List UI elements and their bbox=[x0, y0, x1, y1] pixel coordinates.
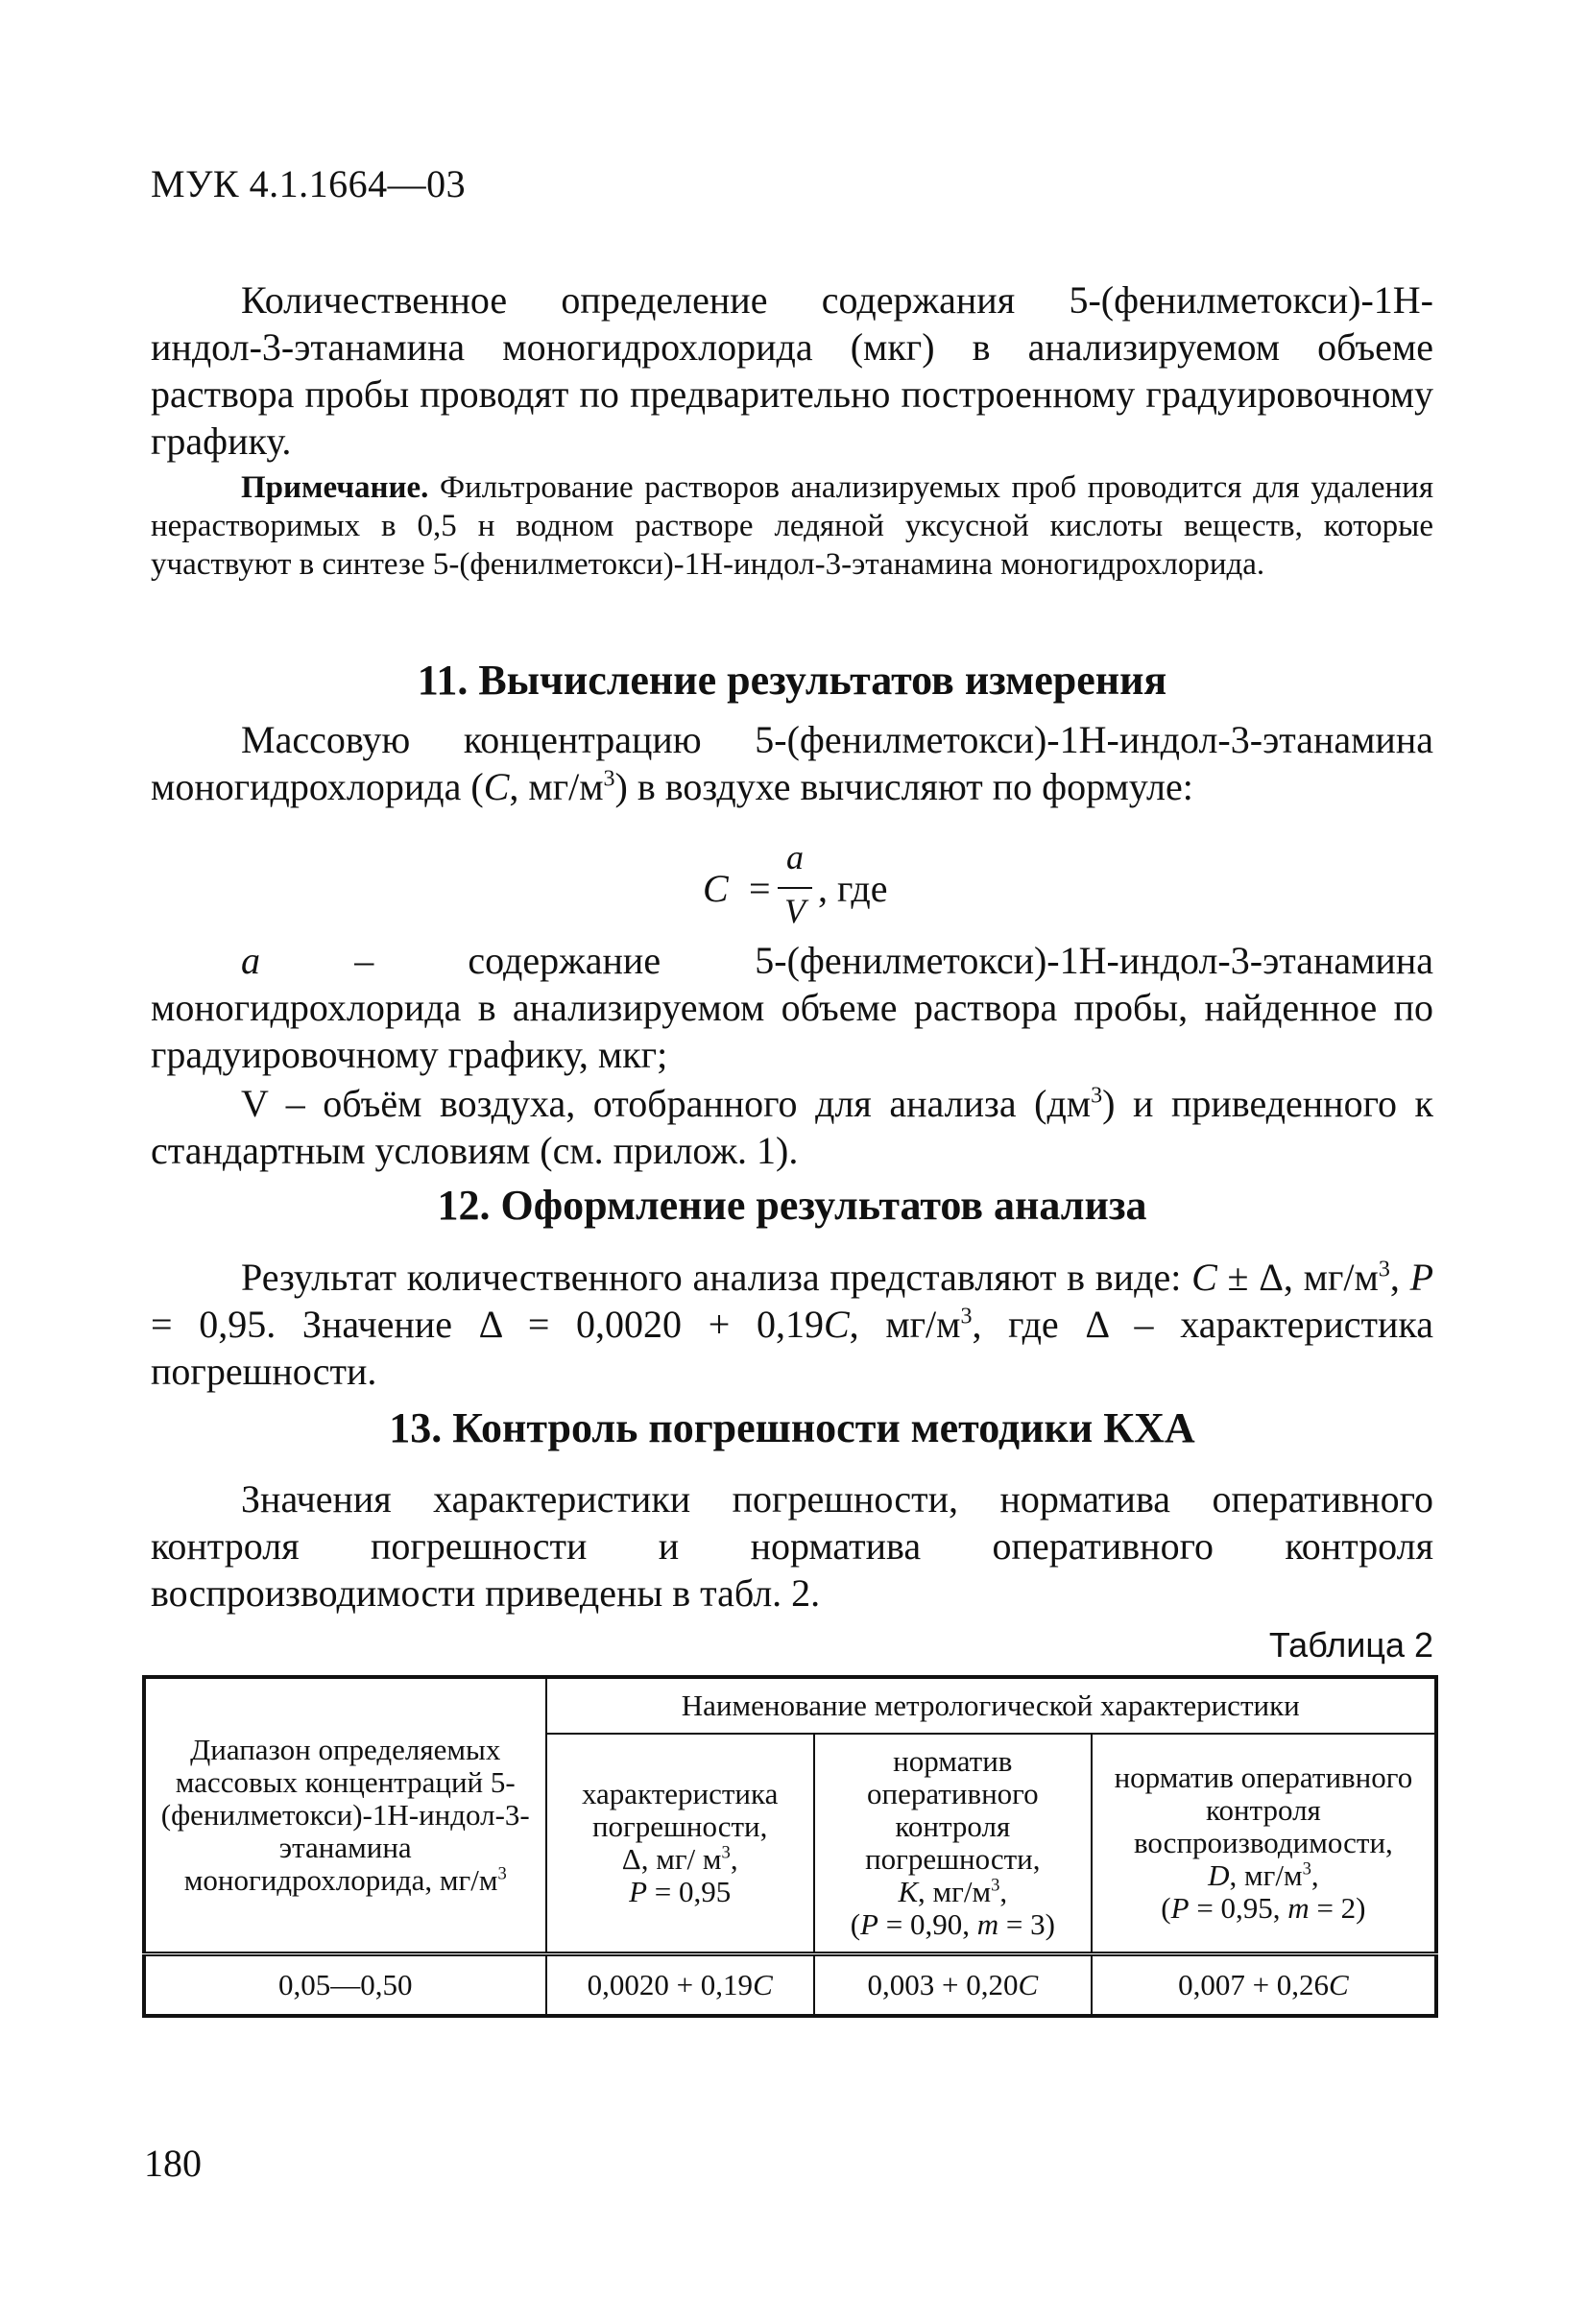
formula-tail: , где bbox=[818, 867, 888, 910]
note-text: Фильтрование растворов анализируемых проб проводится для удаления нерастворимых в 0,5 н водном растворе ледяной уксусной кислоты веществ, которые участвуют в синтезе 5-(фенилметокси)-1Н-индол-3-этанамина моногидрохлорида. bbox=[151, 470, 1433, 582]
h3-symbol-m: m bbox=[1287, 1891, 1310, 1925]
definition-v-text-b: ) и приведенного к стандартным условиям (см. прилож. 1). bbox=[151, 1082, 1433, 1172]
page-number: 180 bbox=[144, 2142, 202, 2185]
h1-text-c: , bbox=[730, 1842, 738, 1876]
h3-text-a: норматив оперативного контроля воспроизводимости, bbox=[1114, 1761, 1413, 1859]
cell-1-text: 0,0020 + 0,19 bbox=[587, 1968, 754, 2001]
s12-sup-2: 3 bbox=[960, 1304, 973, 1330]
h3-text-d: ( bbox=[1161, 1891, 1171, 1925]
intro-sup: 3 bbox=[603, 766, 615, 792]
cell-2-symbol: С bbox=[1018, 1968, 1039, 2001]
header-reproducibility-control-norm bbox=[1092, 1734, 1436, 1954]
section-13-paragraph: Значения характеристики погрешности, норматива оперативного контроля погрешности и норматива оперативного контроля воспроизводимости приведены в табл. 2. bbox=[151, 1477, 1433, 1615]
s12-text-b: ± Δ, мг/м bbox=[1216, 1256, 1379, 1299]
h3-text-b: , мг/м bbox=[1229, 1858, 1303, 1892]
h2-text-a: норматив оперативного контроля погрешности, bbox=[865, 1744, 1041, 1876]
s12-text-f: , где Δ – характеристика погрешности. bbox=[151, 1303, 1433, 1393]
s12-symbol-p: Р bbox=[1409, 1256, 1433, 1299]
cell-3-text: 0,007 + 0,26 bbox=[1178, 1968, 1330, 2001]
header-range-text: Диапазон определяемых массовых концентраций 5-(фенилметокси)-1Н-индол-3-этанамина моногидрохлорида, мг/м bbox=[160, 1733, 530, 1897]
header-group: Наименование метрологической характеристики bbox=[546, 1677, 1437, 1734]
section-12-paragraph bbox=[151, 1254, 1433, 1395]
formula-fraction-bar bbox=[778, 887, 812, 889]
formula-numerator: а bbox=[786, 838, 804, 876]
definition-a bbox=[151, 937, 1433, 1078]
definition-v-sup: 3 bbox=[1091, 1083, 1103, 1109]
definition-v-text-a: V – объём воздуха, отобранного для анализа (дм bbox=[241, 1082, 1092, 1125]
cell-error-control-norm bbox=[814, 1954, 1092, 2017]
s12-text-e: , мг/м bbox=[849, 1303, 961, 1346]
cell-error-characteristic bbox=[546, 1954, 814, 2017]
table-row bbox=[144, 1954, 1436, 2017]
h2-text-c: , bbox=[999, 1875, 1008, 1908]
section-13-heading: 13. Контроль погрешности методики КХА bbox=[389, 1404, 1195, 1451]
intro-symbol-c: С bbox=[483, 765, 510, 808]
s12-text-a: Результат количественного анализа представляют в виде: bbox=[241, 1256, 1192, 1299]
note-label: Примечание. bbox=[241, 470, 429, 505]
cell-2-text: 0,003 + 0,20 bbox=[867, 1968, 1019, 2001]
document-code: МУК 4.1.1664—03 bbox=[151, 162, 467, 205]
header-error-control-norm bbox=[814, 1734, 1092, 1954]
cell-range: 0,05—0,50 bbox=[144, 1954, 546, 2017]
header-range bbox=[144, 1677, 546, 1954]
cell-1-symbol: С bbox=[753, 1968, 773, 2001]
s12-symbol-c2: С bbox=[823, 1303, 850, 1346]
h2-text-f: = 3) bbox=[998, 1907, 1055, 1941]
definition-a-symbol: а bbox=[241, 939, 260, 982]
h3-sup: 3 bbox=[1302, 1858, 1311, 1880]
cell-3-symbol: С bbox=[1329, 1968, 1349, 2001]
h2-text-d: ( bbox=[850, 1907, 861, 1941]
definition-v bbox=[151, 1080, 1433, 1174]
section-12-heading: 12. Оформление результатов анализа bbox=[437, 1182, 1147, 1229]
h3-symbol-d: D bbox=[1208, 1858, 1230, 1892]
h3-symbol-p: Р bbox=[1170, 1891, 1190, 1925]
h3-text-c: , bbox=[1310, 1858, 1319, 1892]
definition-a-text: – содержание 5-(фенилметокси)-1Н-индол-3-этанамина моногидрохлорида в анализируемом объеме раствора пробы, найденное по градуировочному графику, мкг; bbox=[151, 939, 1433, 1076]
intro-text-a: Массовую концентрацию 5-(фенилметокси)-1Н-индол-3-этанамина моногидрохлорида ( bbox=[151, 718, 1433, 808]
header-error-characteristic bbox=[546, 1734, 814, 1954]
h1-text-d: = 0,95 bbox=[647, 1875, 732, 1908]
header-range-sup: 3 bbox=[497, 1863, 507, 1884]
s12-sup-1: 3 bbox=[1378, 1257, 1390, 1282]
intro-text-c: ) в воздухе вычисляют по формуле: bbox=[614, 765, 1193, 808]
h1-sup: 3 bbox=[721, 1842, 731, 1863]
table-2 bbox=[142, 1675, 1438, 2018]
h2-symbol-p: Р bbox=[860, 1907, 878, 1941]
h2-text-b: , мг/м bbox=[918, 1875, 992, 1908]
h1-text-b: Δ, мг/ м bbox=[621, 1842, 722, 1876]
h2-symbol-k: К bbox=[898, 1875, 919, 1908]
note-block bbox=[151, 468, 1433, 584]
h1-text-a: характеристика погрешности, bbox=[581, 1777, 779, 1843]
s12-text-c: , bbox=[1389, 1256, 1410, 1299]
h2-symbol-m: m bbox=[976, 1907, 999, 1941]
h2-sup: 3 bbox=[991, 1875, 1000, 1896]
s12-text-d: = 0,95. Значение Δ = 0,0020 + 0,19 bbox=[151, 1303, 824, 1346]
formula-denominator: V bbox=[784, 892, 806, 930]
formula-lhs: С bbox=[703, 867, 729, 910]
h2-text-e: = 0,90, bbox=[878, 1907, 977, 1941]
paragraph-quantitation: Количественное определение содержания 5-(фенилметокси)-1Н-индол-3-этанамина моногидрохлорида (мкг) в анализируемом объеме раствора пробы проводят по предварительно построенному градуировочному графику. bbox=[151, 278, 1433, 463]
h1-symbol-p: Р bbox=[629, 1875, 648, 1908]
formula bbox=[672, 837, 960, 943]
section-11-intro bbox=[151, 716, 1433, 810]
s12-symbol-c: С bbox=[1191, 1256, 1217, 1299]
table-caption: Таблица 2 bbox=[1268, 1625, 1433, 1665]
formula-equals: = bbox=[749, 867, 771, 910]
h3-text-e: = 0,95, bbox=[1189, 1891, 1288, 1925]
h3-text-f: = 2) bbox=[1309, 1891, 1366, 1925]
intro-text-b: , мг/м bbox=[509, 765, 604, 808]
cell-reproducibility-control-norm bbox=[1092, 1954, 1436, 2017]
section-11-heading: 11. Вычисление результатов измерения bbox=[417, 657, 1167, 704]
